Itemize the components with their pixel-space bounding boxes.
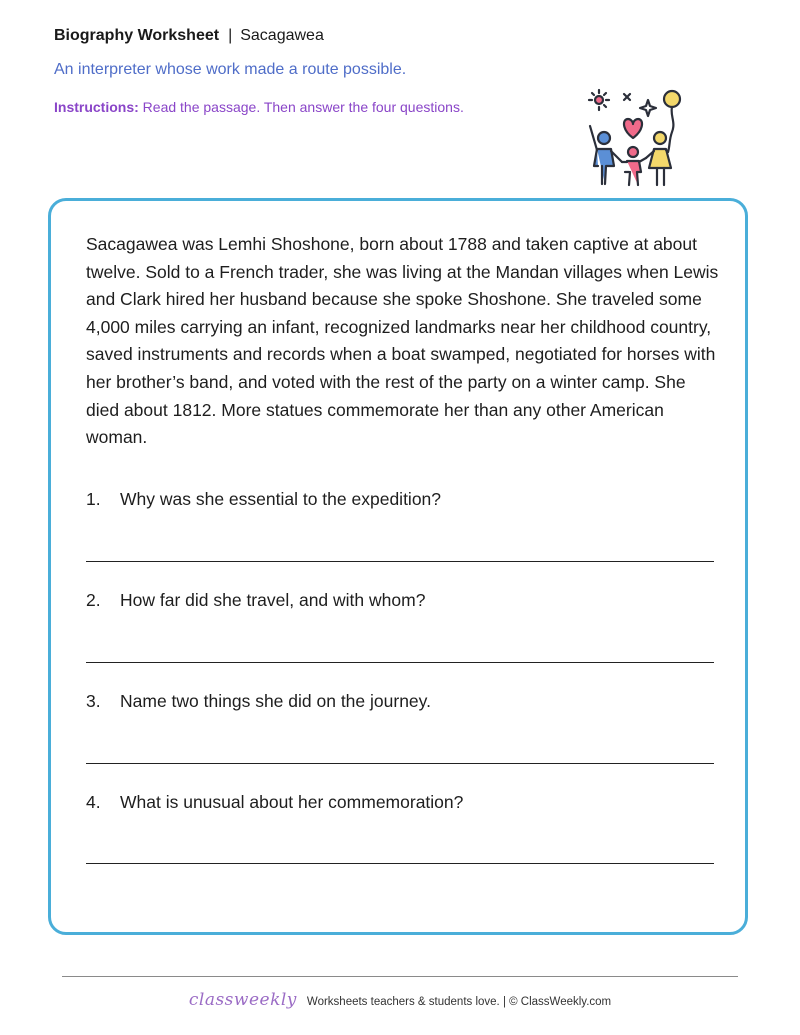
footer [0,990,800,1010]
worksheet-header [54,26,324,46]
biography-passage: Sacagawea was Lemhi Shoshone, born about 1788 and taken captive at about twelve. Sold to a French trader, she was living at the Mandan villages when Lewis and Clark hired her husband because she spoke Shoshone. She traveled some 4,000 miles carrying an infant, recognized landmarks near her childhood country, saved instruments and records when a boat swamped, negotiated for horses with her brother’s band, and voted with the rest of the party on a winter camp. She died about 1812. More statues commemorate her than any other American woman. [86,234,719,448]
answer-line-1[interactable] [86,561,714,562]
question-text: What is unusual about her commemoration? [120,792,464,812]
header-separator: | [228,27,233,44]
worksheet-subtitle: An interpreter whose work made a route possible. [54,61,407,78]
question-number: 1. [86,489,101,509]
worksheet-subject: Sacagawea [240,27,324,44]
answer-line-3[interactable] [86,763,714,764]
instructions [54,98,464,116]
question-3 [86,690,431,712]
question-number: 3. [86,691,101,711]
question-text: Name two things she did on the journey. [120,691,431,711]
question-text: Why was she essential to the expedition? [120,489,442,509]
instructions-label: Instructions: [54,99,139,115]
footer-divider [62,976,738,977]
celebrating-family-icon [578,86,688,190]
footer-tagline: Worksheets teachers & students love. | © ClassWeekly.com [306,996,612,1008]
question-4 [86,791,463,813]
answer-line-2[interactable] [86,662,714,663]
question-text: How far did she travel, and with whom? [120,590,426,610]
question-number: 2. [86,590,101,610]
brand-logo: classweekly [188,990,297,1010]
instructions-text: Read the passage. Then answer the four questions. [142,99,464,115]
worksheet-type: Biography Worksheet [54,27,220,44]
question-number: 4. [86,792,101,812]
question-2 [86,589,425,611]
answer-line-4[interactable] [86,863,714,864]
question-1 [86,488,441,510]
